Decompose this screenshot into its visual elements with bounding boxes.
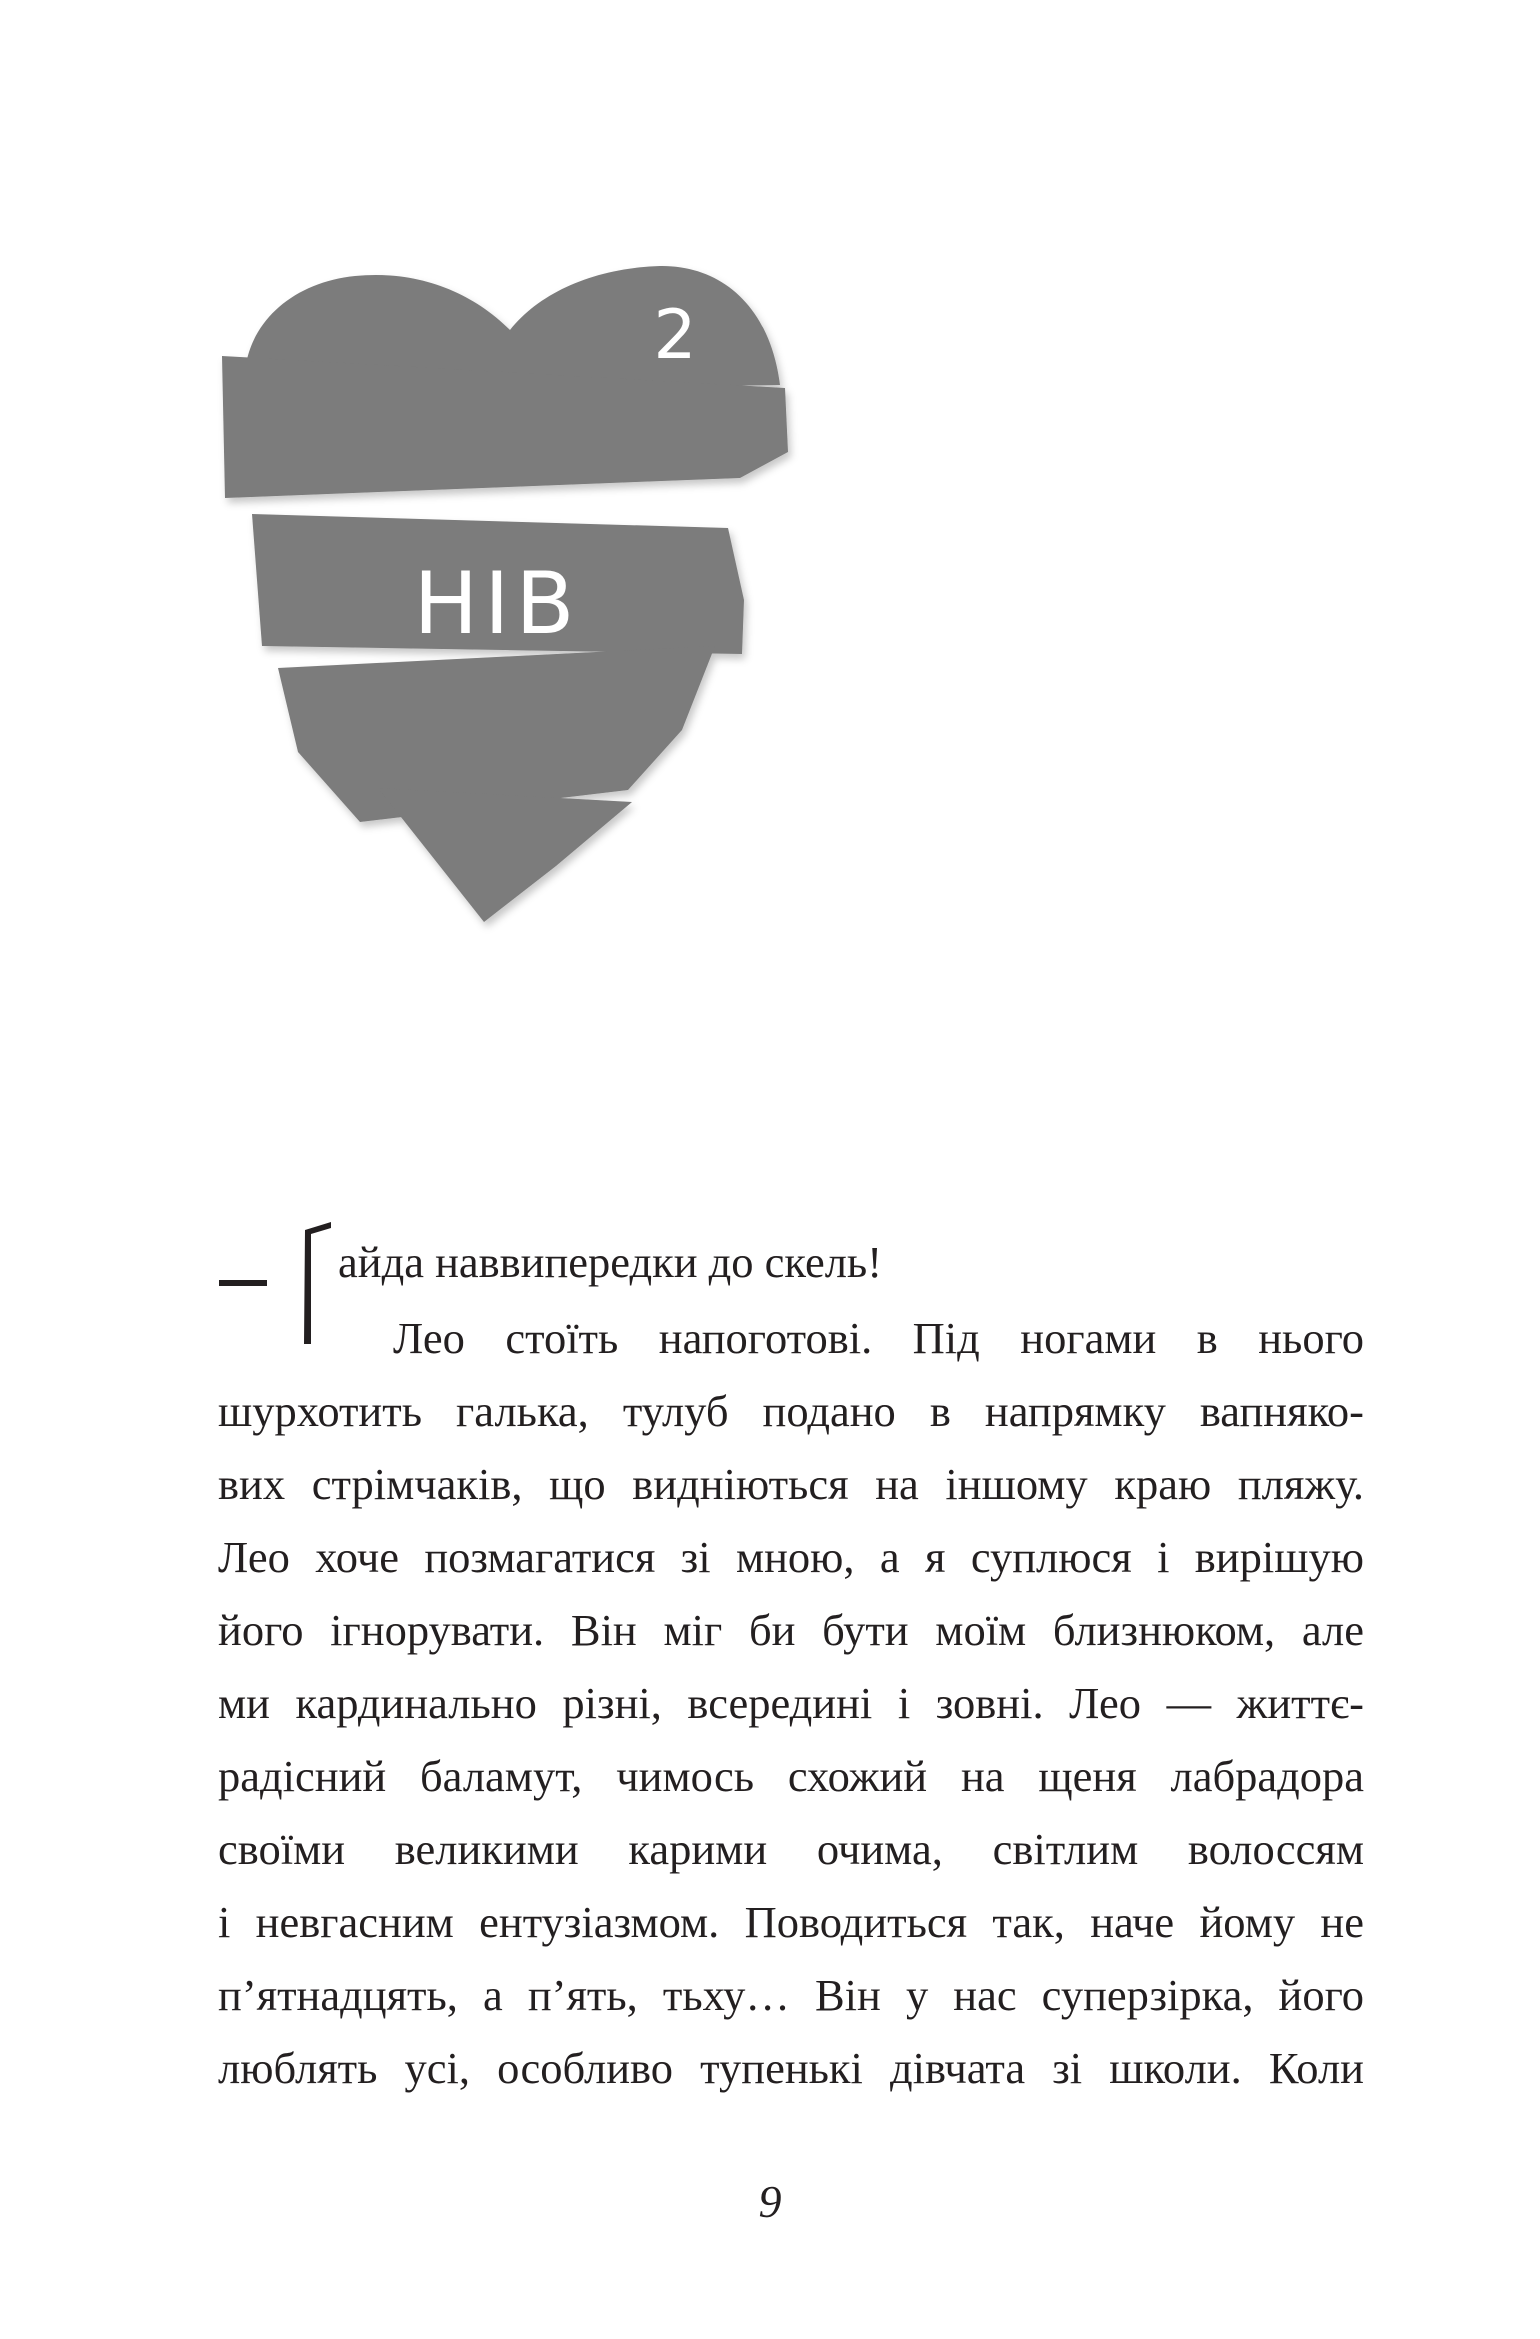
text-line: айда наввипередки до скель! bbox=[338, 1237, 883, 1287]
text-line: ми кардинально різні, всередині і зовні. Лео — життє- bbox=[218, 1678, 1364, 1728]
chapter-heart-illustration bbox=[0, 0, 1540, 960]
text-line: його ігнорувати. Він міг би бути моїм близнюком, але bbox=[218, 1605, 1364, 1655]
dialogue-dash bbox=[219, 1280, 267, 1286]
page-number: 9 bbox=[758, 2176, 782, 2227]
text-line: Лео стоїть напоготові. Під ногами в нього bbox=[393, 1313, 1364, 1363]
text-line: люблять усі, особливо тупенькі дівчата зі школи. Коли bbox=[218, 2043, 1364, 2093]
text-line: своїми великими карими очима, світлим волоссям bbox=[218, 1824, 1364, 1874]
chapter-title: НІВ bbox=[413, 554, 581, 654]
text-line: п’ятнадцять, а п’ять, тьху… Він у нас суперзірка, його bbox=[218, 1970, 1364, 2020]
text-line: і невгасним ентузіазмом. Поводиться так, наче йому не bbox=[218, 1897, 1364, 1947]
text-line: шурхотить галька, тулуб подано в напрямку вапняко- bbox=[218, 1386, 1364, 1436]
text-line: радісний баламут, чимось схожий на щеня лабрадора bbox=[218, 1751, 1364, 1801]
chapter-number: 2 bbox=[653, 296, 697, 375]
text-line: Лео хоче позмагатися зі мною, а я суплюся і вирішую bbox=[218, 1532, 1364, 1582]
text-line: вих стрімчаків, що видніються на іншому краю пляжу. bbox=[218, 1459, 1364, 1509]
drop-cap-letter bbox=[304, 1222, 331, 1344]
drop-cap-dash-g bbox=[215, 1216, 335, 1346]
heart-tip-piece bbox=[378, 788, 632, 922]
